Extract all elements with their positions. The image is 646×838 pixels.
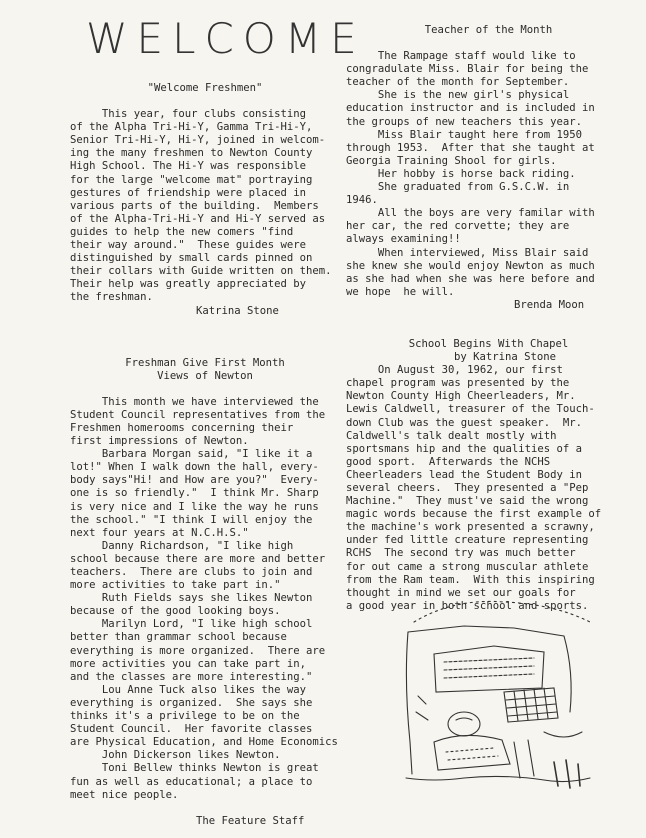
text-line: education instructor and is included in	[346, 102, 595, 115]
text-line: fun as well as educational; a place to	[70, 775, 313, 788]
text-line: several cheers. They presented a "Pep	[346, 482, 589, 494]
text-line: Danny Richardson, "I like high	[70, 539, 294, 552]
text-line: The Rampage staff would like to	[346, 50, 576, 63]
article-byline: The Feature Staff	[196, 814, 305, 827]
text-line: body says"Hi! and How are you?" Every-	[70, 474, 319, 487]
text-line: thinks it's a privilege to be on the	[70, 710, 300, 723]
text-line: are Physical Education, and Home Economics	[70, 736, 338, 749]
text-line: Student Council representatives from the	[70, 408, 326, 421]
article-title: "Welcome Freshmen"	[147, 82, 263, 94]
text-line: for the large "welcome mat" portraying	[70, 173, 313, 186]
text-line: one is so friendly." I think Mr. Sharp	[70, 487, 319, 500]
text-line: school because there are more and better	[70, 552, 326, 565]
text-line: Caldwell's talk dealt mostly with	[346, 429, 557, 442]
text-line: This year, four clubs consisting	[70, 108, 306, 121]
text-line: High School. The Hi-Y was responsible	[70, 160, 306, 173]
text-line: chapel program was presented by the	[346, 377, 570, 390]
text-line: 1946.	[346, 194, 378, 207]
text-line: RCHS The second try was much better	[346, 547, 576, 560]
text-line: She graduated from G.S.C.W. in	[346, 181, 570, 194]
text-line: When interviewed, Miss Blair said	[346, 246, 589, 259]
text-line: more activities to take part in."	[70, 579, 281, 592]
checker-panel	[504, 688, 558, 722]
text-line: of the Alpha-Tri-Hi-Y and Hi-Y served as	[70, 212, 326, 225]
text-line: lot!" When I walk down the hall, every-	[70, 461, 319, 474]
text-line: through 1953. After that she taught at	[346, 141, 595, 154]
article-body	[346, 364, 631, 613]
text-line: Ruth Fields says she likes Newton	[70, 592, 313, 605]
article-byline: Katrina Stone	[196, 304, 279, 317]
text-line: Student Council. Her favorite classes	[70, 723, 313, 736]
text-line: her car, the red corvette; they are	[346, 220, 570, 233]
text-line: Machine." They must've said the wrong	[346, 495, 589, 508]
text-line: Miss Blair taught here from 1950	[346, 128, 582, 141]
text-line: always examining!!	[346, 233, 461, 246]
text-line: This month we have interviewed the	[70, 395, 319, 408]
text-line: the machine's work presented a scrawny,	[346, 521, 595, 534]
text-line: the freshman.	[70, 291, 153, 304]
text-line: everything is more organized. There are	[70, 644, 326, 657]
article-title: Views of Newton	[157, 369, 253, 382]
text-line: teachers. There are clubs to join and	[70, 566, 313, 578]
text-line: Toni Bellew thinks Newton is great	[70, 762, 319, 775]
text-line: from the Ram team. With this inspiring	[346, 573, 595, 586]
text-line: she knew she would enjoy Newton as much	[346, 259, 595, 272]
text-line: Georgia Training Shool for girls.	[346, 154, 557, 167]
text-line: Newton County High Cheerleaders, Mr.	[346, 390, 576, 403]
text-line: Lou Anne Tuck also likes the way	[70, 683, 306, 696]
text-line: On August 30, 1962, our first	[346, 364, 563, 377]
text-line: sportsmans hip and the qualities of a	[346, 442, 582, 455]
text-line: under fed little creature representing	[346, 534, 589, 547]
text-line: down Club was the guest speaker. Mr.	[346, 416, 582, 429]
article-title: Freshman Give First Month	[125, 356, 285, 369]
text-line: their way around." These guides were	[70, 239, 306, 252]
text-line: Senior Tri-Hi-Y, Hi-Y, joined in welcom-	[70, 134, 326, 147]
text-line: thought in mind we set our goals for	[346, 586, 576, 599]
masthead-title: WELCOME	[86, 14, 366, 63]
text-line: of the Alpha Tri-Hi-Y, Gamma Tri-Hi-Y,	[70, 121, 313, 134]
article-body	[70, 108, 340, 304]
text-line: and the classes are more interesting."	[70, 670, 313, 683]
text-line: Freshmen homerooms concerning their	[70, 421, 294, 434]
article-title: School Begins With Chapel	[408, 337, 569, 350]
text-line: is very nice and I like the way he runs	[70, 500, 319, 513]
text-line: Lewis Caldwell, treasurer of the Touch-	[346, 403, 595, 416]
text-line: Their help was greatly appreciated by	[70, 278, 306, 291]
text-line: guides to help the new comers "find	[70, 225, 294, 238]
right-column	[346, 24, 631, 613]
text-line: first impressions of Newton.	[70, 435, 249, 448]
text-line: for out came a strong muscular athlete	[346, 560, 589, 573]
text-line: congradulate Miss. Blair for being the	[346, 63, 589, 76]
left-column	[70, 82, 340, 828]
text-line: the school." "I think I will enjoy the	[70, 513, 313, 526]
text-line: Barbara Morgan said, "I like it a	[70, 448, 313, 461]
text-line: as she had when she was here before and	[346, 272, 595, 285]
text-line: Marilyn Lord, "I like high school	[70, 618, 313, 631]
text-line: various parts of the building. Members	[70, 199, 319, 212]
article-body	[70, 396, 340, 802]
text-line: All the boys are very familar with	[346, 207, 595, 220]
text-line: better than grammar school because	[70, 631, 287, 644]
text-line: John Dickerson likes Newton.	[70, 749, 281, 762]
text-line: ing the many freshmen to Newton County	[70, 147, 313, 160]
text-line: we hope he will.	[346, 285, 455, 298]
article-byline: Brenda Moon	[514, 298, 585, 311]
sketch-illustration	[394, 592, 596, 792]
article-byline: by Katrina Stone	[454, 351, 557, 364]
text-line: Her hobby is horse back riding.	[346, 167, 576, 180]
text-line: everything is organized. She says she	[70, 696, 313, 709]
text-line: magic words because the first example of	[346, 508, 602, 521]
article-body	[346, 50, 631, 299]
text-line: good sport. Afterwards the NCHS	[346, 455, 551, 468]
text-line: the groups of new teachers this year.	[346, 115, 582, 128]
text-line: a good year in both school and sports.	[346, 599, 589, 612]
text-line: Cheerleaders lead the Student Body in	[346, 468, 582, 481]
text-line: She is the new girl's physical	[346, 89, 570, 102]
text-line: because of the good looking boys.	[70, 605, 281, 618]
text-line: teacher of the month for September.	[346, 76, 570, 89]
text-line: meet nice people.	[70, 788, 179, 801]
text-line: distinguished by small cards pinned on	[70, 252, 313, 265]
text-line: next four years at N.C.H.S."	[70, 526, 249, 539]
text-line: gestures of friendship were placed in	[70, 186, 306, 199]
text-line: more activities you can take part in,	[70, 657, 306, 670]
article-title: Teacher of the Month	[424, 24, 553, 36]
text-line: their collars with Guide written on them.	[70, 265, 332, 278]
